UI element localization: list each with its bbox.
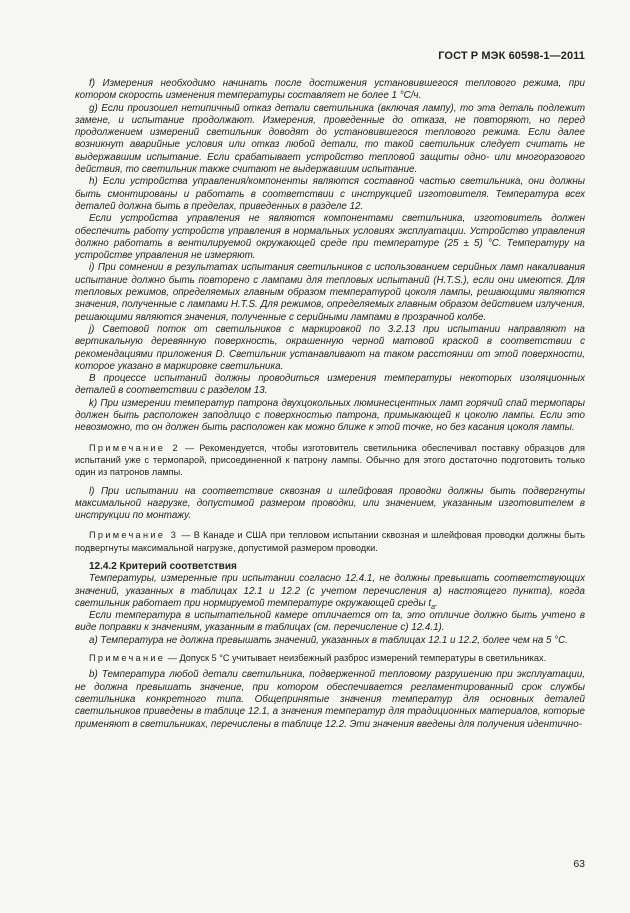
- paragraph-f: f) Измерения необходимо начинать после достижения установившегося теплового режима, при котором скорость изменения температуры составляет не более 1 °С/ч.: [75, 78, 585, 102]
- paragraph-j-insulation: В процессе испытаний должны проводиться измерения температуры некоторых изоляционных деталей в соответствии с разделом 13.: [75, 373, 585, 397]
- criteria-paragraph-a: a) Температура не должна превышать значений, указанных в таблицах 12.1 и 12.2, более чем на 5 °С.: [89, 634, 568, 646]
- paragraph-i: i) При сомнении в результатах испытания светильников с использованием серийных ламп накаливания испытание должно быть повторено с лампами для тепловых испытаний (H.T.S.), если они имеются. Для тепловых режимов, определяемых главным образом температурой цоколя лампы, решающими являются значения, полученные с лампами H.T.S. Для режимов, определяемых главным образом действием излучения, решающими являются значения, полученные с серийными лампами в прозрачной колбе.: [75, 262, 585, 323]
- note-2-label: Примечание 2: [89, 442, 180, 453]
- clause-title: 12.4.2 Критерий соответствия: [89, 560, 237, 572]
- note-2-text: — Рекомендуется, чтобы изготовитель светильника обеспечивал поставку образцов для испытаний уже с термопарой, присоединенной к патрону лампы. Обычно для этого достаточно подготовить только один из патронов лампы.: [75, 442, 585, 478]
- standard-header: ГОСТ Р МЭК 60598-1—2011: [438, 50, 585, 62]
- paragraph-l: l) При испытании на соответствие сквозная и шлейфовая проводки должны быть подвергнуты максимальной нагрузке, допустимой размером проводки, или значением, указанным изготовителем в инструкции по монтажу.: [75, 485, 585, 522]
- paragraph-h-control: Если устройства управления не являются компонентами светильника, изготовитель должен обеспечить работу устройств управления в нормальных условиях эксплуатации. Устройство управления должно работать в вентилируемой окружающей среде при температуре (25 ± 5) °С. Температуру на устройстве управления не измеряют.: [75, 213, 585, 262]
- criteria-p1-start: Температуры, измеренные при испытании согласно 12.4.1, не должны превышать соответствующих значений, указанных в таблицах 12.1 и 12.2 (с учетом перечисления а) настоящего пункта), когда светильник работает при нормируемой температуре окружающей среды t: [75, 573, 585, 609]
- criteria-p1-end: .: [435, 597, 438, 609]
- paragraph-j: j) Световой поток от светильников с маркировкой по 3.2.13 при испытании направляют на вертикальную деревянную поверхность, окрашенную черной матовой краской в соответствии с рекомендациями приложения D. Светильник устанавливают на таком расстоянии от этой поверхности, которое указано в маркировке светильника.: [75, 323, 585, 372]
- paragraph-g: g) Если произошел нетипичный отказ детали светильника (включая лампу), то эта деталь подлежит замене, и испытание продолжают. Измерения, проведенные до отказа, не повторяют, но перед продолжением измерений светильник доводят до установившегося теплового режима. Если далее возникнут аварийные условия или отказ любой детали, то такой светильник следует считать не выдержавшим испытание. Если срабатывает устройство тепловой защиты одно- или многоразового действия, то светильник также считают не выдержавшим испытание.: [75, 102, 585, 176]
- note-3: [75, 529, 585, 554]
- criteria-p1-sub: a: [431, 603, 436, 611]
- note-2: [75, 442, 585, 479]
- note-3-text: — В Канаде и США при тепловом испытании сквозная и шлейфовая проводки должны быть подвергнуты максимальной нагрузке, допустимой размером проводки.: [75, 530, 585, 553]
- document-body: [75, 78, 585, 731]
- note-tolerance: [75, 652, 585, 664]
- page-number: 63: [573, 858, 585, 870]
- note-tolerance-text: — Допуск 5 °С учитывает неизбежный разброс измерений температуры в светильниках.: [165, 653, 547, 664]
- paragraph-h: h) Если устройства управления/компоненты являются составной частью светильника, они должны быть смонтированы и работать в соответствии с инструкцией изготовителя. Температура всех деталей должна быть в пределах, приведенных в разделе 12.: [75, 176, 585, 212]
- note-3-label: Примечание 3: [89, 530, 179, 541]
- note-tolerance-label: Примечание: [89, 653, 166, 664]
- criteria-paragraph-2: Если температура в испытательной камере отличается от ta, это отличие должно быть учтено в виде поправки к значениям, указанным в таблицах (см. перечисление с) 12.4.1).: [75, 610, 585, 634]
- paragraph-b: b) Температура любой детали светильника, подверженной тепловому разрушению при эксплуатации, не должна превышать значение, при котором обеспечивается регламентированный срок службы светильника конкретного типа. Общепринятые значения температур для основных деталей светильников приведены в таблице 12.1, а значения температур для традиционных материалов, которые применяют в светильниках, перечислены в таблице 12.2. Эти значения введены для получения идентично-: [75, 669, 585, 730]
- paragraph-k: k) При измерении температур патрона двухцокольных люминесцентных ламп горячий спай термопары должен быть расположен заподлицо с поверхностью патрона, примыкающей к цоколю лампы. Если это невозможно, то он должен быть расположен как можно ближе к этой точке, но без касания цоколя лампы.: [75, 397, 585, 434]
- criteria-paragraph-1: [75, 573, 585, 610]
